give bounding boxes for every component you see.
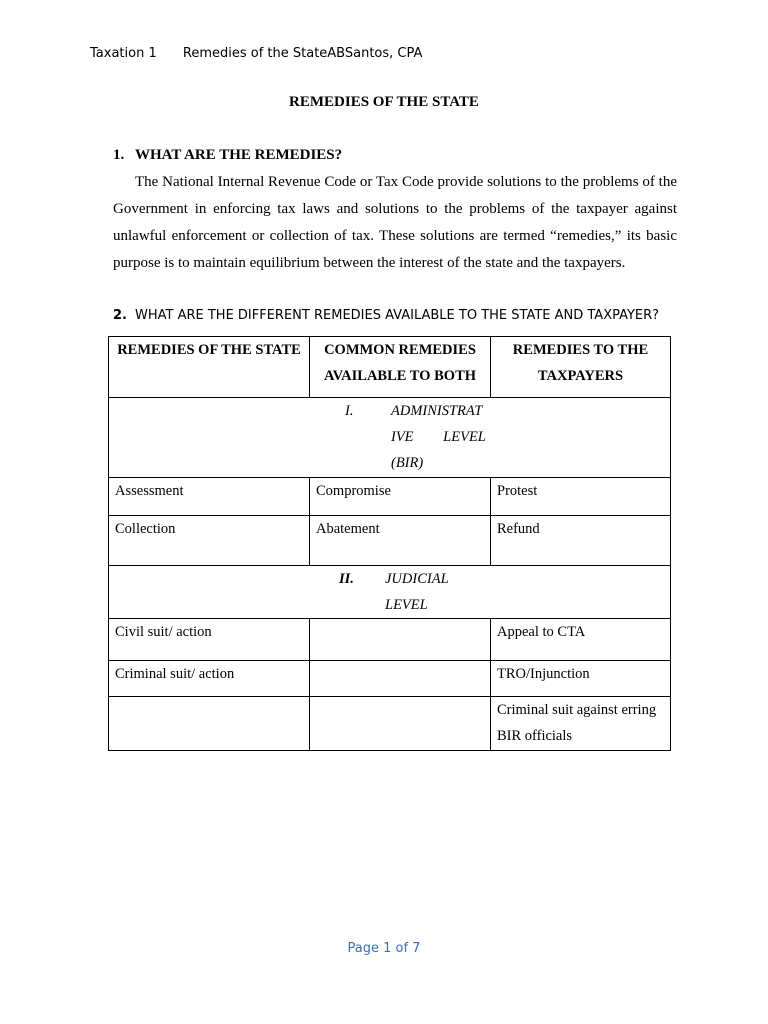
table-row bbox=[109, 619, 671, 661]
judicial-level-row bbox=[109, 566, 671, 619]
page-header bbox=[90, 46, 422, 61]
table-row bbox=[109, 516, 671, 566]
document-title: REMEDIES OF THE STATE bbox=[289, 94, 479, 110]
table-cell: Protest bbox=[491, 478, 671, 516]
table-cell bbox=[310, 619, 491, 661]
administrative-line-1: ADMINISTRAT bbox=[391, 403, 483, 419]
table-cell: Collection bbox=[109, 516, 310, 566]
header-state-remedies: REMEDIES OF THE STATE bbox=[109, 337, 310, 398]
table-cell: Appeal to CTA bbox=[491, 619, 671, 661]
section-1-paragraph: The National Internal Revenue Code or Tax Code provide solutions to the problems of the Government in enforcing tax laws and solutions to the problems of the taxpayer against unlawful enforcement or collection of tax. These solutions are termed “remedies,” its basic purpose is to maintain equilibrium between the interest of the state and the taxpayers. bbox=[113, 174, 677, 271]
table-row bbox=[109, 478, 671, 516]
table-header-row bbox=[109, 337, 671, 398]
remedies-table bbox=[108, 336, 671, 751]
judicial-label bbox=[385, 566, 485, 618]
administrative-label bbox=[391, 398, 489, 476]
header-course: Taxation 1 bbox=[90, 46, 157, 61]
header-topic: Remedies of the StateABSantos, CPA bbox=[182, 46, 423, 61]
table-cell: Assessment bbox=[109, 478, 310, 516]
section-2-title: WHAT ARE THE DIFFERENT REMEDIES AVAILABLE TO THE STATE AND TAXPAYER? bbox=[135, 308, 660, 323]
table-cell: Compromise bbox=[310, 478, 491, 516]
administrative-line-2: IVE LEVEL bbox=[391, 429, 486, 445]
section-1-heading bbox=[113, 147, 342, 164]
page-number: Page 1 of 7 bbox=[347, 941, 421, 956]
administrative-line-3: (BIR) bbox=[391, 455, 424, 471]
table-cell: Abatement bbox=[310, 516, 491, 566]
judicial-line-2: LEVEL bbox=[385, 597, 428, 613]
table-cell: Criminal suit/ action bbox=[109, 661, 310, 697]
table-cell bbox=[109, 697, 310, 751]
section-2-heading bbox=[113, 308, 659, 323]
table-cell bbox=[310, 697, 491, 751]
judicial-numeral: II. bbox=[339, 571, 354, 587]
table-cell bbox=[310, 661, 491, 697]
administrative-level-row bbox=[109, 398, 671, 478]
administrative-numeral: I. bbox=[345, 403, 354, 419]
table-row bbox=[109, 661, 671, 697]
section-2-number: 2. bbox=[113, 308, 127, 323]
judicial-level-cell bbox=[109, 566, 671, 619]
section-1-title: WHAT ARE THE REMEDIES? bbox=[135, 147, 343, 163]
section-1-body bbox=[113, 169, 677, 277]
judicial-line-1: JUDICIAL bbox=[385, 571, 449, 587]
table-row bbox=[109, 697, 671, 751]
table-cell: Refund bbox=[491, 516, 671, 566]
table-cell: TRO/Injunction bbox=[491, 661, 671, 697]
header-common-remedies: COMMON REMEDIES AVAILABLE TO BOTH bbox=[310, 337, 491, 398]
table-cell: Civil suit/ action bbox=[109, 619, 310, 661]
table-cell: Criminal suit against erring BIR officials bbox=[491, 697, 671, 751]
administrative-level-cell bbox=[109, 398, 671, 478]
section-1-number: 1. bbox=[113, 147, 125, 163]
header-taxpayer-remedies: REMEDIES TO THE TAXPAYERS bbox=[491, 337, 671, 398]
